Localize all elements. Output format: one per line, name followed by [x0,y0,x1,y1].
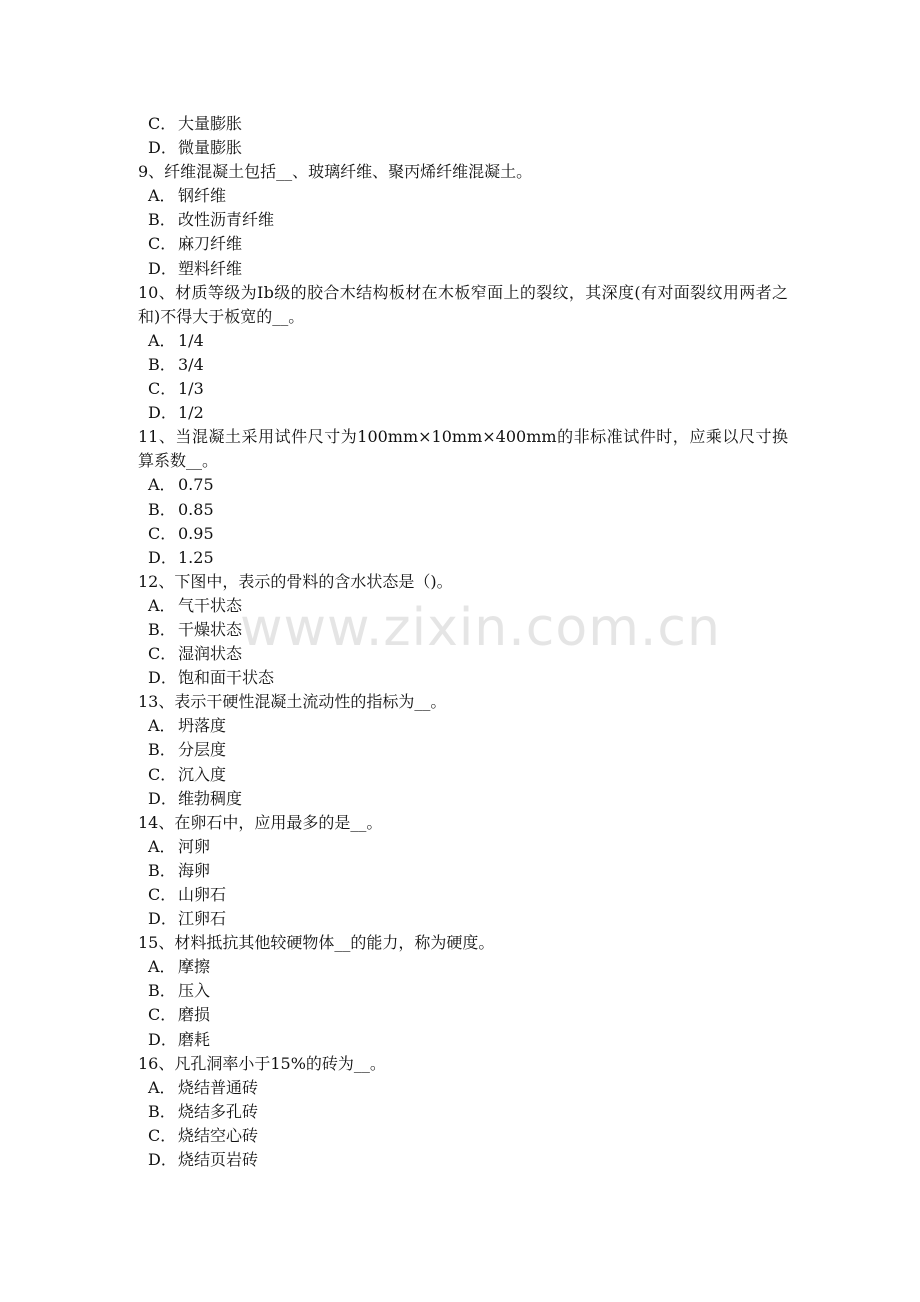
option-letter: A． [148,1077,176,1097]
answer-option [138,353,798,377]
answer-option [138,401,798,425]
option-letter: A． [148,475,176,495]
option-text: 1/4 [178,330,204,350]
option-text: 1/3 [178,379,204,399]
option-text: 摩擦 [178,957,211,977]
question-list [138,112,798,1172]
answer-option [138,232,798,256]
answer-option [138,979,798,1003]
answer-option [138,835,798,859]
answer-option [138,1100,798,1124]
answer-option [138,714,798,738]
option-letter: B． [148,981,176,1001]
option-text: 江卵石 [178,909,227,929]
answer-option [138,184,798,208]
option-letter: C． [148,1005,177,1025]
option-letter: B． [148,740,176,760]
answer-option [138,738,798,762]
option-text: 压入 [178,981,211,1001]
option-letter: A． [148,836,176,856]
option-letter: C． [148,885,177,904]
answer-option [138,955,798,979]
option-text: 塑料纤维 [178,258,243,278]
option-letter: B． [148,860,176,880]
option-text: 烧结页岩砖 [178,1150,259,1170]
option-text: 微量膨胀 [178,138,243,158]
option-text: 磨耗 [178,1029,211,1049]
option-text: 钢纤维 [178,186,227,206]
option-text: 磨损 [178,1005,211,1025]
option-text: 1.25 [178,547,214,567]
option-text: 山卵石 [178,885,227,904]
option-letter: C． [148,114,177,133]
answer-option [138,498,798,522]
option-text: 改性沥青纤维 [178,210,275,230]
question-text: 14、在卵石中，应用最多的是__。 [138,812,383,832]
question-text: 10、材质等级为Ⅰb级的胶合木结构板材在木板窄面上的裂纹，其深度(有对面裂纹用两者之和)不得大于板宽的__。 [138,282,788,326]
option-text: 海卵 [178,860,211,880]
option-letter: C． [148,644,177,664]
option-letter: D． [148,1150,177,1170]
answer-option [138,1003,798,1027]
answer-option [138,618,798,642]
question-text: 12、下图中，表示的骨料的含水状态是（)。 [138,571,453,591]
answer-option [138,208,798,232]
option-text: 大量膨胀 [178,114,243,133]
answer-option [138,546,798,570]
option-letter: B． [148,1101,176,1121]
answer-option [138,112,798,136]
option-text: 0.95 [178,523,214,543]
option-letter: D． [148,403,177,423]
answer-option [138,787,798,811]
option-letter: D． [148,788,177,808]
question-text: 9、纤维混凝土包括__、玻璃纤维、聚丙烯纤维混凝土。 [138,162,533,182]
option-letter: B． [148,210,176,230]
answer-option [138,883,798,907]
option-letter: D． [148,258,177,278]
option-letter: C． [148,764,177,784]
option-letter: D． [148,668,177,688]
option-letter: B． [148,499,176,519]
answer-option [138,473,798,497]
option-text: 烧结普通砖 [178,1077,259,1097]
watermark: www.zixin.com.cn [240,598,721,658]
option-text: 维勃稠度 [178,788,243,808]
option-letter: A． [148,595,176,615]
option-text: 0.75 [178,475,214,495]
answer-option [138,1124,798,1148]
answer-option [138,522,798,546]
answer-option [138,136,798,160]
option-letter: C． [148,523,177,543]
option-letter: A． [148,716,176,736]
question-text: 11、当混凝土采用试件尺寸为100mm×10mm×400mm的非标准试件时，应乘以尺寸换算系数__。 [138,427,788,471]
option-text: 分层度 [178,740,227,760]
option-text: 饱和面干状态 [178,668,275,688]
option-letter: D． [148,1029,177,1049]
question-text: 13、表示干硬性混凝土流动性的指标为__。 [138,692,447,712]
option-letter: D． [148,547,177,567]
option-text: 河卵 [178,836,211,856]
option-text: 气干状态 [178,595,243,615]
option-letter: B． [148,619,176,639]
question-text: 16、凡孔洞率小于15%的砖为__。 [138,1053,386,1073]
option-letter: C． [148,379,177,399]
answer-option [138,666,798,690]
answer-option [138,329,798,353]
option-text: 湿润状态 [178,644,243,664]
answer-option [138,257,798,281]
answer-option [138,377,798,401]
option-letter: A． [148,186,176,206]
option-text: 坍落度 [178,716,227,736]
question-text: 15、材料抵抗其他较硬物体__的能力，称为硬度。 [138,933,495,953]
option-letter: C． [148,234,177,254]
answer-option [138,763,798,787]
option-text: 麻刀纤维 [178,234,243,254]
answer-option [138,594,798,618]
answer-option [138,1148,798,1172]
option-letter: D． [148,138,177,158]
option-letter: C． [148,1125,177,1145]
option-text: 0.85 [178,499,214,519]
answer-option [138,642,798,666]
option-text: 烧结空心砖 [178,1125,259,1145]
option-text: 1/2 [178,403,204,423]
option-text: 干燥状态 [178,619,243,639]
answer-option [138,1076,798,1100]
option-text: 烧结多孔砖 [178,1101,259,1121]
option-letter: A． [148,957,176,977]
option-text: 3/4 [178,354,204,374]
option-letter: A． [148,330,176,350]
option-letter: B． [148,354,176,374]
answer-option [138,859,798,883]
answer-option [138,1028,798,1052]
option-letter: D． [148,909,177,929]
answer-option [138,907,798,931]
option-text: 沉入度 [178,764,227,784]
